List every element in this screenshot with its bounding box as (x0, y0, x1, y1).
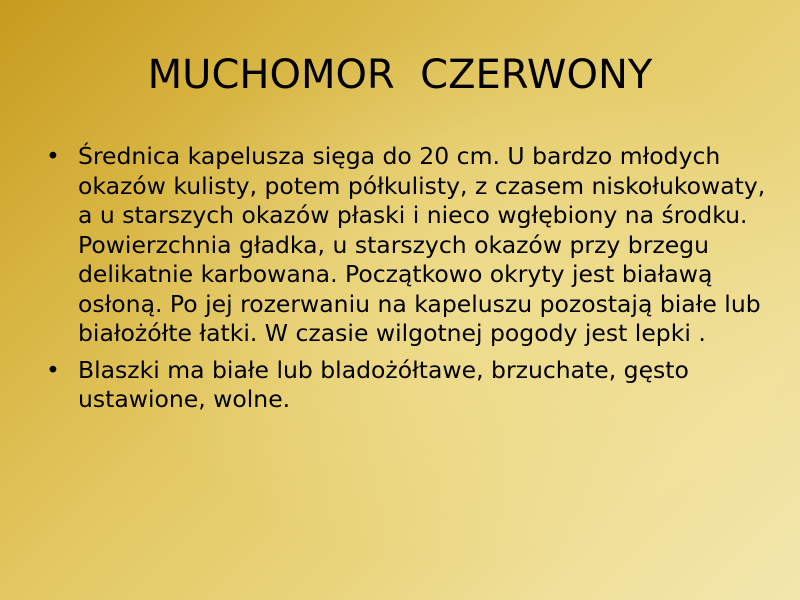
bullet-text-cap: Średnica kapelusza sięga do 20 cm. U bardzo młodych okazów kulisty, potem półkulisty, z czasem niskołukowaty, a u starszych okazów płaski i nieco wgłębiony na środku. Powierzchnia gładka, u starszych okazów przy brzegu delikatnie karbowana. Początkowo okryty jest białawą osłoną. Po jej rozerwaniu na kapeluszu pozostają białe lub białożółte łatki. W czasie wilgotnej pogody jest lepki . (78, 142, 766, 347)
slide-title: MUCHOMOR CZERWONY (147, 52, 653, 98)
bullet-marker: • (46, 355, 60, 384)
bullet-text-gills: Blaszki ma białe lub bladożółtawe, brzuchate, gęsto ustawione, wolne. (78, 355, 689, 413)
bullet-marker: • (46, 142, 60, 170)
bullet-item-cap (40, 142, 770, 349)
bullet-item-gills (40, 356, 770, 415)
bullet-list (40, 142, 770, 422)
